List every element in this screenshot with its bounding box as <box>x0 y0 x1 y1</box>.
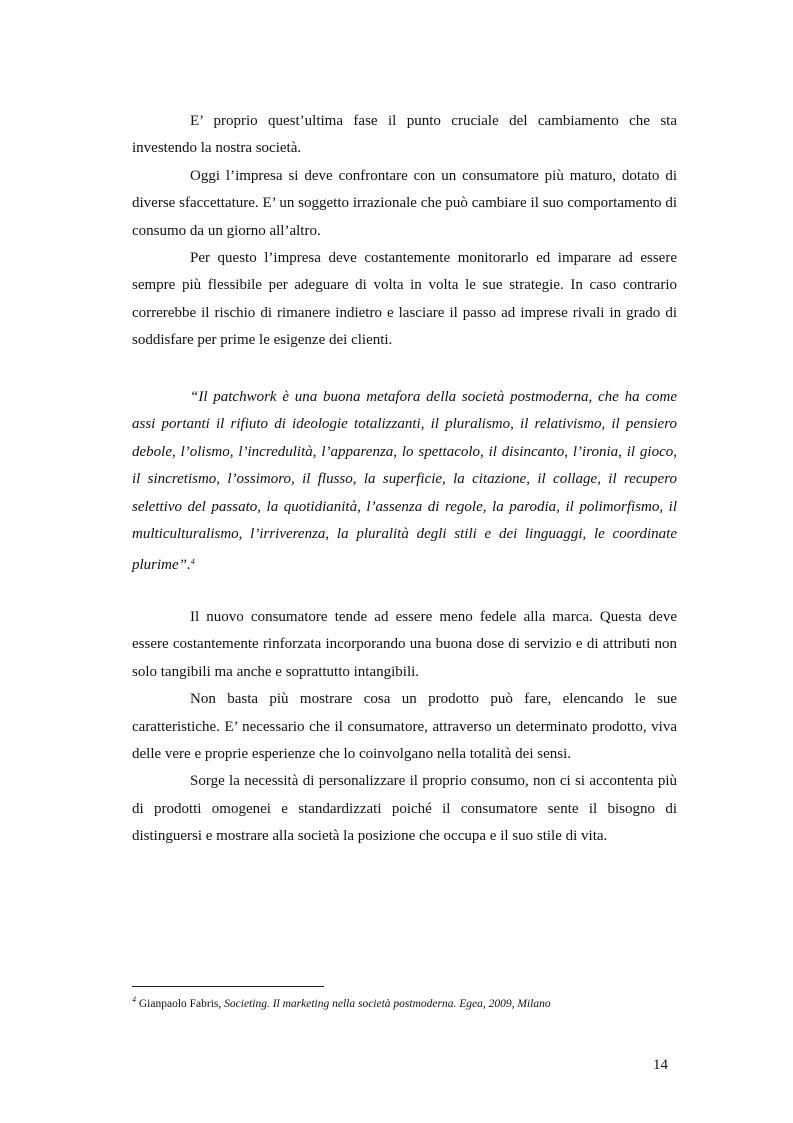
footnote-reference[interactable]: 4 <box>190 557 195 567</box>
paragraph: Per questo l’impresa deve costantemente monitorarlo ed imparare ad essere sempre più flessibile per adeguare di volta in volta le sue strategie. In caso contrario correrebbe il rischio di rimanere indietro e lasciare il passo ad imprese rivali in grado di soddisfare per prime le esigenze dei clienti. <box>132 250 677 349</box>
footnote-divider <box>132 986 324 987</box>
paragraph: Il nuovo consumatore tende ad essere meno fedele alla marca. Questa deve essere costantemente rinforzata incorporando una buona dose di servizio e di attributi non solo tangibili ma anche e soprattutto intangibili. <box>132 609 677 680</box>
footnote-number: 4 <box>132 995 136 1004</box>
paragraph: Sorge la necessità di personalizzare il proprio consumo, non ci si accontenta più di prodotti omogenei e standardizzati poiché il consumatore sente il bisogno di distinguersi e mostrare alla società la posizione che occupa e il suo stile di vita. <box>132 773 677 845</box>
quote-text: “Il patchwork è una buona metafora della società postmoderna, che ha come assi portanti il rifiuto di ideologie totalizzanti, il pluralismo, il relativismo, il pensiero debole, l’olismo, l’incredulità, l’apparenza, lo spettacolo, il disincanto, l’ironia, il gioco, il sincretismo, l’ossimoro, il flusso, la superficie, la citazione, il collage, il recupero selettivo del passato, la quotidianità, l’assenza di regole, la parodia, il polimorfismo, il multiculturalismo, l’irriverenza, la pluralità degli stili e dei linguaggi, le coordinate plurime”. <box>132 389 677 574</box>
footnote <box>132 992 692 1012</box>
body-text-top <box>132 108 677 355</box>
page-number: 14 <box>653 1057 668 1073</box>
paragraph: Oggi l’impresa si deve confrontare con un consumatore più maturo, dotato di diverse sfaccettature. E’ un soggetto irrazionale che può cambiare il suo comportamento di consumo da un giorno all’altro. <box>132 167 677 239</box>
body-text-bottom <box>132 604 677 851</box>
quote-paragraph <box>132 384 677 580</box>
block-quote <box>132 384 677 580</box>
paragraph: E’ proprio quest’ultima fase il punto cruciale del cambiamento che sta investendo la nostra società. <box>132 113 677 157</box>
footnote-title: Societing. Il marketing nella società postmoderna. Egea, 2009, Milano <box>224 998 551 1010</box>
paragraph: Non basta più mostrare cosa un prodotto può fare, elencando le sue caratteristiche. E’ necessario che il consumatore, attraverso un determinato prodotto, viva delle vere e proprie esperienze che lo coinvolgano nella totalità dei sensi. <box>132 691 677 763</box>
footnote-author: Gianpaolo Fabris, <box>138 998 222 1010</box>
